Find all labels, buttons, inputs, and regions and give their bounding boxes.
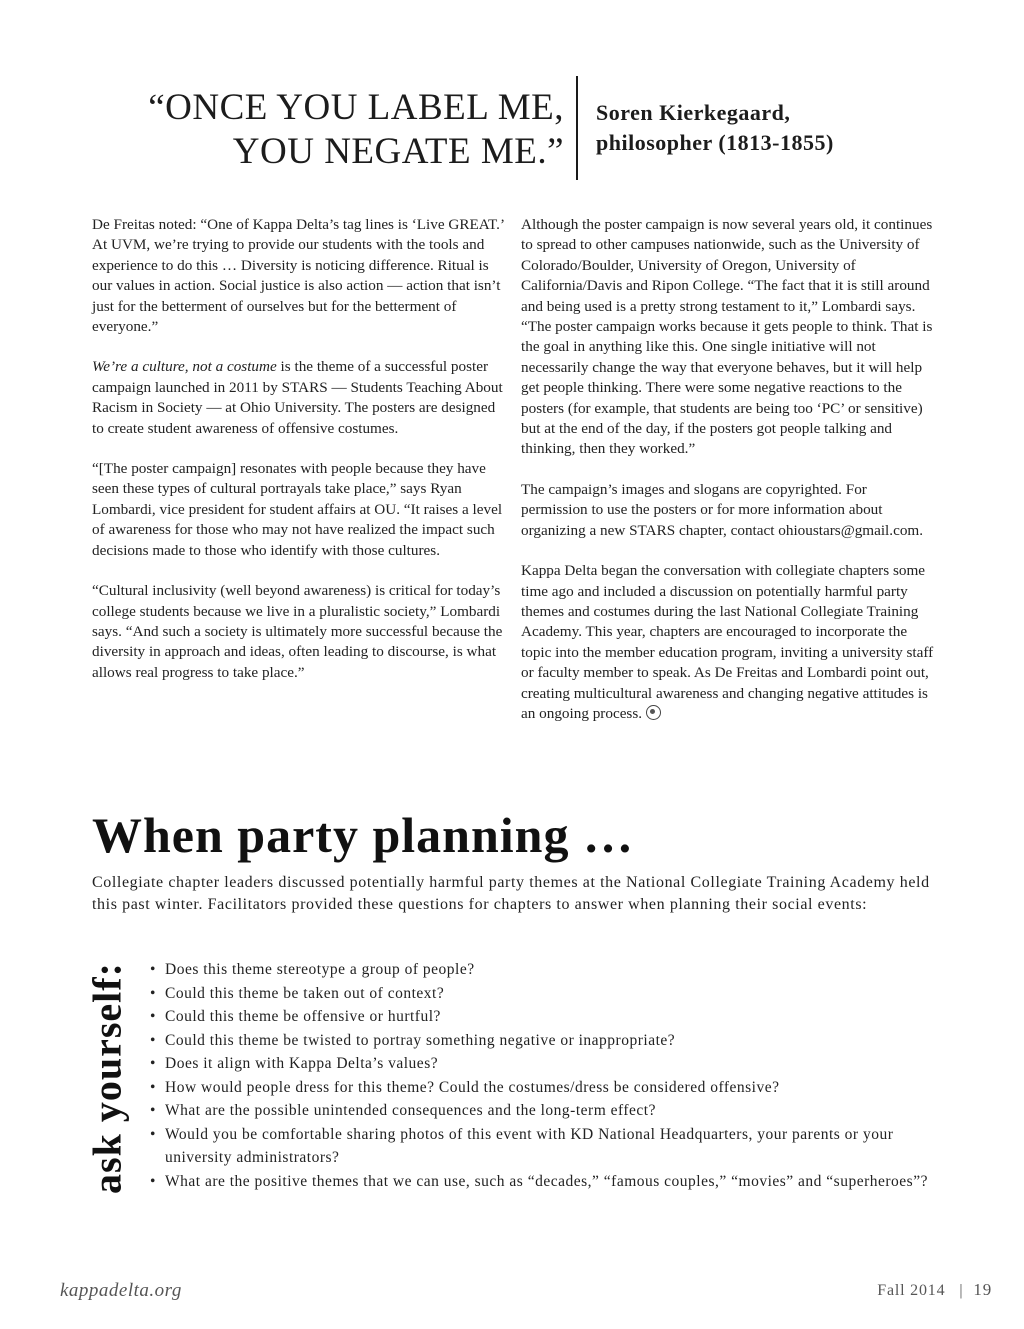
bullet: • <box>150 984 156 1002</box>
list-item <box>150 958 930 982</box>
attribution-role: philosopher (1813-1855) <box>596 130 834 155</box>
question-text: What are the possible unintended consequences and the long-term effect? <box>165 1102 656 1119</box>
bullet: • <box>150 1078 156 1096</box>
list-item <box>150 982 930 1006</box>
article-left-column <box>92 215 508 703</box>
attribution-name: Soren Kierkegaard, <box>596 100 791 125</box>
campaign-description: is the theme of a successful poster campaign launched in 2011 by STARS — Students Teaching About Racism in Society — at Ohio University. The posters are designed to create student awareness of offensive costumes. <box>92 358 503 437</box>
list-item <box>150 1099 930 1123</box>
article-paragraph-final <box>521 561 937 724</box>
kappa-delta-end-mark-icon <box>646 705 661 720</box>
pull-quote-line-1: “ONCE YOU LABEL ME, <box>148 87 564 128</box>
bullet: • <box>150 1055 156 1072</box>
article-paragraph: Although the poster campaign is now several years old, it continues to spread to other campuses nationwide, such as the University of Colorado/Boulder, University of Oregon, University of California/Davis and Ripon College. “The fact that it is still around and being used is a pretty strong testament to it,” Lombardi says. “The poster campaign works because it gets people to think. That is the goal in anything like this. One single initiative will not necessarily change the way that everyone behaves, but it will help get people thinking. There were some negative reactions to the posters (for example, that students are being too ‘PC’ or sensitive) but at the end of the day, if the posters got people talking and thinking, then they worked.” <box>521 216 933 458</box>
article-paragraph: De Freitas noted: “One of Kappa Delta’s tag lines is ‘Live GREAT.’ At UVM, we’re trying to provide our students with the tools and experience to do this … Diversity is noticing difference. Ritual is our values in action. Social justice is also action — action that isn’t just for the betterment of ourselves but for the betterment of everyone.” <box>92 216 504 336</box>
question-text: Could this theme be twisted to portray something negative or inappropriate? <box>165 1031 676 1049</box>
bullet: • <box>150 1031 156 1049</box>
bullet: • <box>150 1102 156 1119</box>
pull-quote-divider <box>576 76 578 180</box>
question-list <box>150 958 930 1193</box>
list-item <box>150 1029 930 1053</box>
list-item <box>150 1170 930 1194</box>
footer-issue-info <box>877 1280 992 1300</box>
ask-yourself-label: ask yourself: <box>84 962 130 1194</box>
bullet: • <box>150 1172 156 1190</box>
question-text: Does it align with Kappa Delta’s values? <box>165 1055 439 1072</box>
article-right-column <box>521 215 937 744</box>
pull-quote-text <box>148 86 564 174</box>
question-text: Would you be comfortable sharing photos of this event with KD National Headquarters, your parents or your university administrators? <box>165 1125 894 1166</box>
question-text: Does this theme stereotype a group of people? <box>165 961 475 978</box>
bullet: • <box>150 961 156 978</box>
list-item <box>150 1005 930 1029</box>
party-planning-heading: When party planning … <box>92 807 634 863</box>
question-text: How would people dress for this theme? Could the costumes/dress be considered offensive? <box>165 1078 780 1096</box>
article-paragraph: “Cultural inclusivity (well beyond awareness) is critical for today’s college students because we live in a pluralistic society,” Lombardi says. “And such a society is ultimately more successful because the diversity in approach and ideas, often leading to discourse, is what allows real progress to take place.” <box>92 582 503 681</box>
pull-quote <box>0 76 1024 180</box>
closing-text: Kappa Delta began the conversation with collegiate chapters some time ago and included a discussion on potentially harmful party themes and costumes during the last National Collegiate Training Academy. This year, chapters are encouraged to incorporate the topic into the member education program, inviting a university staff or faculty member to speak. As De Freitas and Lombardi point out, creating multicultural awareness and changing negative attitudes is an ongoing process. <box>521 562 934 722</box>
party-planning-intro: Collegiate chapter leaders discussed potentially harmful party themes at the National Collegiate Training Academy held this past winter. Facilitators provided these questions for chapters to answer when planning their social events: <box>92 874 930 913</box>
issue-label: Fall 2014 <box>877 1282 946 1299</box>
list-item <box>150 1076 930 1100</box>
campaign-title: We’re a culture, not a costume <box>92 358 277 376</box>
bullet: • <box>150 1125 156 1143</box>
article-paragraph-poster <box>92 357 508 439</box>
question-text: Could this theme be taken out of context? <box>165 984 445 1002</box>
page-number: 19 <box>973 1280 992 1299</box>
article-paragraph: The campaign’s images and slogans are copyrighted. For permission to use the posters or for more information about organizing a new STARS chapter, contact ohioustars@gmail.com. <box>521 480 924 539</box>
question-text: Could this theme be offensive or hurtful? <box>165 1008 441 1025</box>
question-text: What are the positive themes that we can use, such as “decades,” “famous couples,” “movies” and “superheroes”? <box>165 1172 928 1190</box>
list-item <box>150 1123 930 1170</box>
ask-yourself-sidebar <box>82 952 132 1204</box>
footer-separator: | <box>959 1282 964 1299</box>
article-paragraph: “[The poster campaign] resonates with people because they have seen these types of cultural portrayals take place,” says Ryan Lombardi, vice president for student affairs at OU. “It raises a level of awareness for those who may not have realized the impact such decisions made to those who identify with those cultures. <box>92 460 503 559</box>
bullet: • <box>150 1008 156 1025</box>
pull-quote-attribution <box>596 98 834 158</box>
pull-quote-line-2: YOU NEGATE ME.” <box>232 131 564 172</box>
list-item <box>150 1052 930 1076</box>
footer-website: kappadelta.org <box>60 1280 182 1301</box>
